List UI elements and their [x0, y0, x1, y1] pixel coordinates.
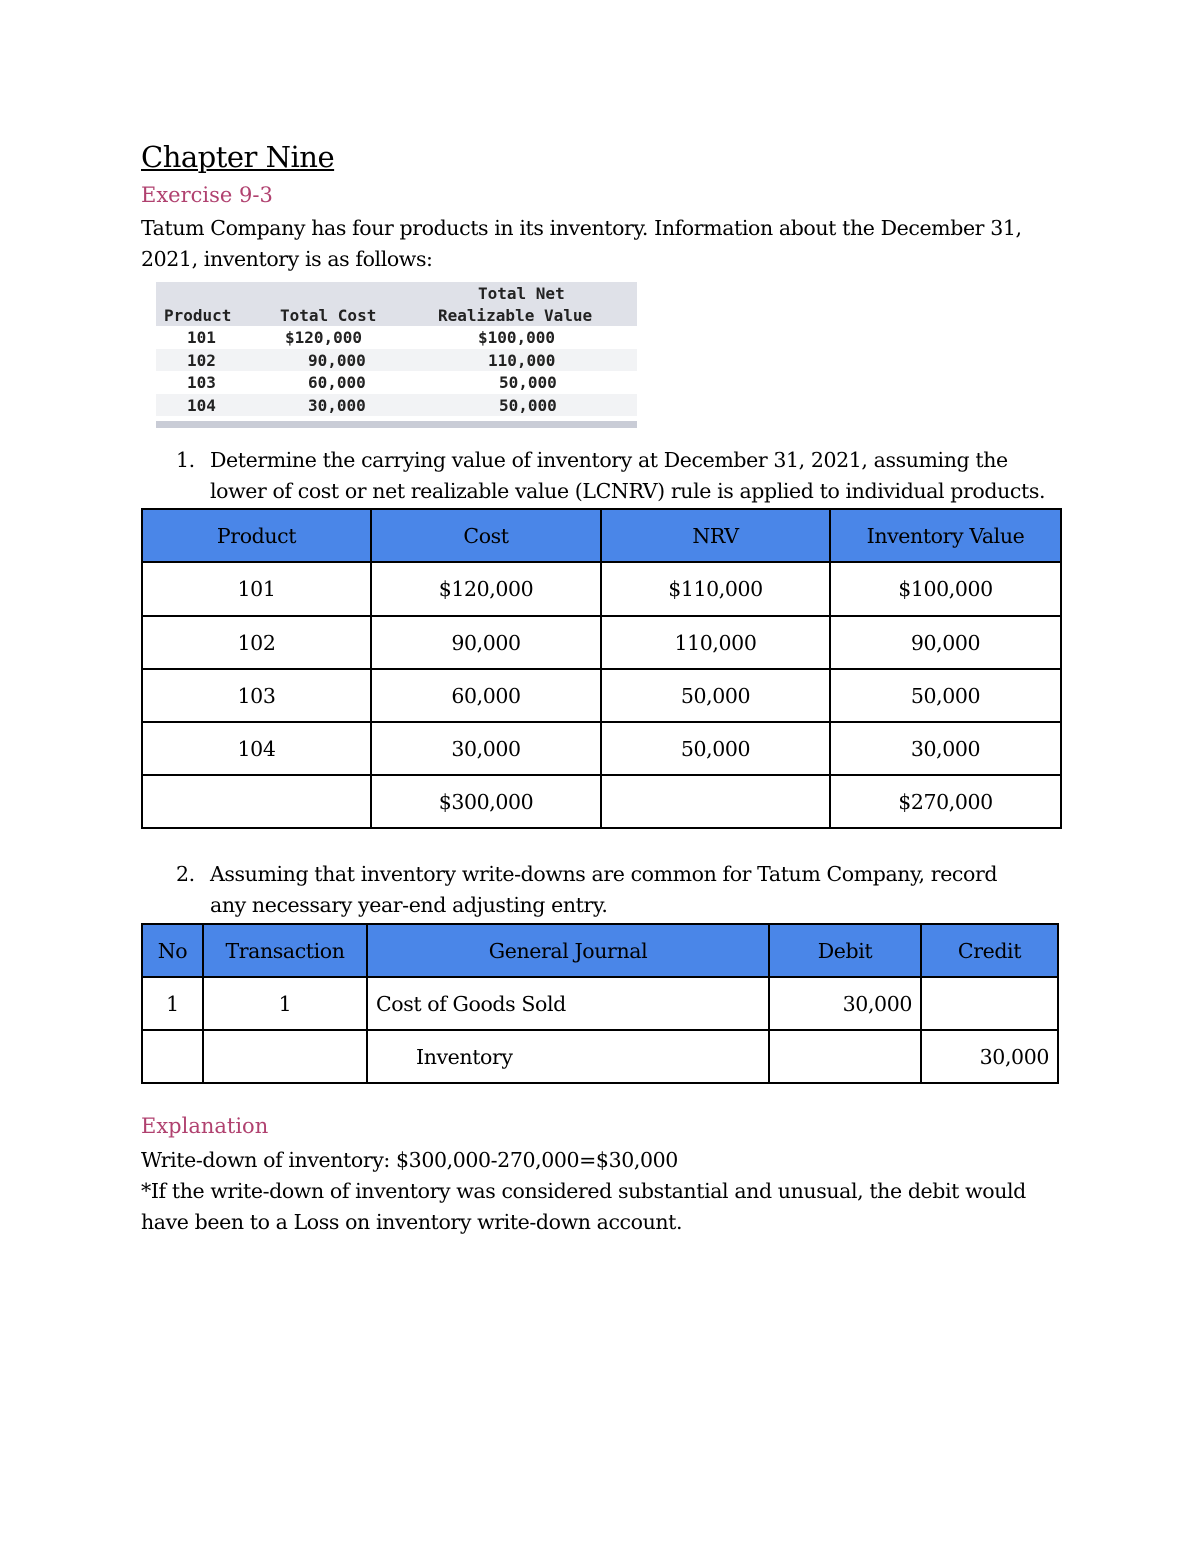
cell-nrv: 110,000 — [601, 616, 830, 669]
journal-entry-table — [141, 923, 1059, 1084]
table-row — [142, 1030, 1058, 1083]
header-general-journal: General Journal — [367, 924, 769, 977]
header-inventory-value: Inventory Value — [830, 509, 1061, 562]
source-cell-product: 102 — [187, 350, 216, 370]
source-cell-product: 104 — [187, 395, 216, 415]
journal-header-row — [142, 924, 1058, 977]
cell-cost: $120,000 — [371, 562, 601, 616]
source-header-nrv-line1: Total Net — [478, 284, 565, 303]
cell-cost: 30,000 — [371, 722, 601, 775]
cell-no — [142, 1030, 203, 1083]
source-cell-nrv: 110,000 — [488, 350, 556, 370]
table-row — [142, 977, 1058, 1030]
cell-nrv: $110,000 — [601, 562, 830, 616]
question-1 — [176, 445, 1056, 507]
cell-nrv — [601, 775, 830, 828]
cell-debit: 30,000 — [769, 977, 921, 1030]
source-table-footer-bar — [156, 421, 637, 428]
source-table-row — [156, 371, 637, 394]
cell-product: 103 — [142, 669, 371, 722]
totals-row — [142, 775, 1061, 828]
question-1-number: 1. — [176, 448, 195, 472]
cell-total-cost: $300,000 — [371, 775, 601, 828]
cell-inventory-value: 30,000 — [830, 722, 1061, 775]
source-cell-nrv: 50,000 — [499, 373, 557, 392]
inventory-value-table — [141, 508, 1062, 829]
source-cell-cost: 90,000 — [308, 350, 366, 370]
cell-inventory-value: $100,000 — [830, 562, 1061, 616]
table-row — [142, 562, 1061, 616]
cell-product: 102 — [142, 616, 371, 669]
cell-account: Cost of Goods Sold — [367, 977, 769, 1030]
source-header-nrv-line2: Realizable Value — [438, 306, 593, 325]
source-table-row — [156, 349, 637, 372]
source-cell-product: 101 — [187, 328, 216, 347]
cell-no: 1 — [142, 977, 203, 1030]
source-cell-product: 103 — [187, 373, 216, 392]
cell-account: Inventory — [367, 1030, 769, 1083]
question-1-text: Determine the carrying value of inventory at December 31, 2021, assuming the lower of cost or net realizable value (LCNRV) rule is applied to individual products. — [210, 448, 1046, 503]
question-2-text: Assuming that inventory write-downs are common for Tatum Company, record any necessary year-end adjusting entry. — [210, 862, 998, 917]
table-row — [142, 616, 1061, 669]
intro-paragraph: Tatum Company has four products in its inventory. Information about the December 31, 2021, inventory is as follows: — [141, 216, 1022, 271]
cell-total-inventory-value: $270,000 — [830, 775, 1061, 828]
cell-cost: 60,000 — [371, 669, 601, 722]
header-transaction: Transaction — [203, 924, 367, 977]
cell-credit: 30,000 — [921, 1030, 1058, 1083]
source-cell-cost: 60,000 — [308, 373, 366, 392]
header-credit: Credit — [921, 924, 1058, 977]
question-2 — [176, 859, 1056, 921]
header-product: Product — [142, 509, 371, 562]
source-cell-cost: 30,000 — [308, 395, 366, 415]
source-table-header — [156, 282, 637, 326]
source-cell-nrv: $100,000 — [478, 328, 556, 347]
explanation-heading: Explanation — [141, 1114, 269, 1138]
chapter-title: Chapter Nine — [141, 140, 335, 174]
cell-credit — [921, 977, 1058, 1030]
cell-transaction — [203, 1030, 367, 1083]
header-debit: Debit — [769, 924, 921, 977]
header-no: No — [142, 924, 203, 977]
table-row — [142, 722, 1061, 775]
cell-product: 104 — [142, 722, 371, 775]
cell-cost: 90,000 — [371, 616, 601, 669]
cell-debit — [769, 1030, 921, 1083]
source-header-product: Product — [164, 306, 232, 325]
cell-product: 101 — [142, 562, 371, 616]
source-cell-cost: $120,000 — [285, 328, 363, 347]
table-row — [142, 669, 1061, 722]
inventory-table-header-row — [142, 509, 1061, 562]
cell-product — [142, 775, 371, 828]
cell-nrv: 50,000 — [601, 669, 830, 722]
header-nrv: NRV — [601, 509, 830, 562]
source-cell-nrv: 50,000 — [499, 395, 557, 415]
cell-transaction: 1 — [203, 977, 367, 1030]
explanation-line-2: *If the write-down of inventory was considered substantial and unusual, the debit would have been to a Loss on inventory write-down account. — [141, 1179, 1026, 1234]
source-table-row — [156, 326, 637, 349]
header-cost: Cost — [371, 509, 601, 562]
explanation-line-1: Write-down of inventory: $300,000-270,000=$30,000 — [141, 1148, 678, 1172]
question-2-number: 2. — [176, 862, 195, 886]
source-header-total-cost: Total Cost — [280, 306, 377, 325]
source-inventory-table — [156, 282, 637, 428]
cell-inventory-value: 50,000 — [830, 669, 1061, 722]
cell-inventory-value: 90,000 — [830, 616, 1061, 669]
exercise-heading: Exercise 9-3 — [141, 183, 273, 207]
source-table-row — [156, 394, 637, 417]
cell-nrv: 50,000 — [601, 722, 830, 775]
